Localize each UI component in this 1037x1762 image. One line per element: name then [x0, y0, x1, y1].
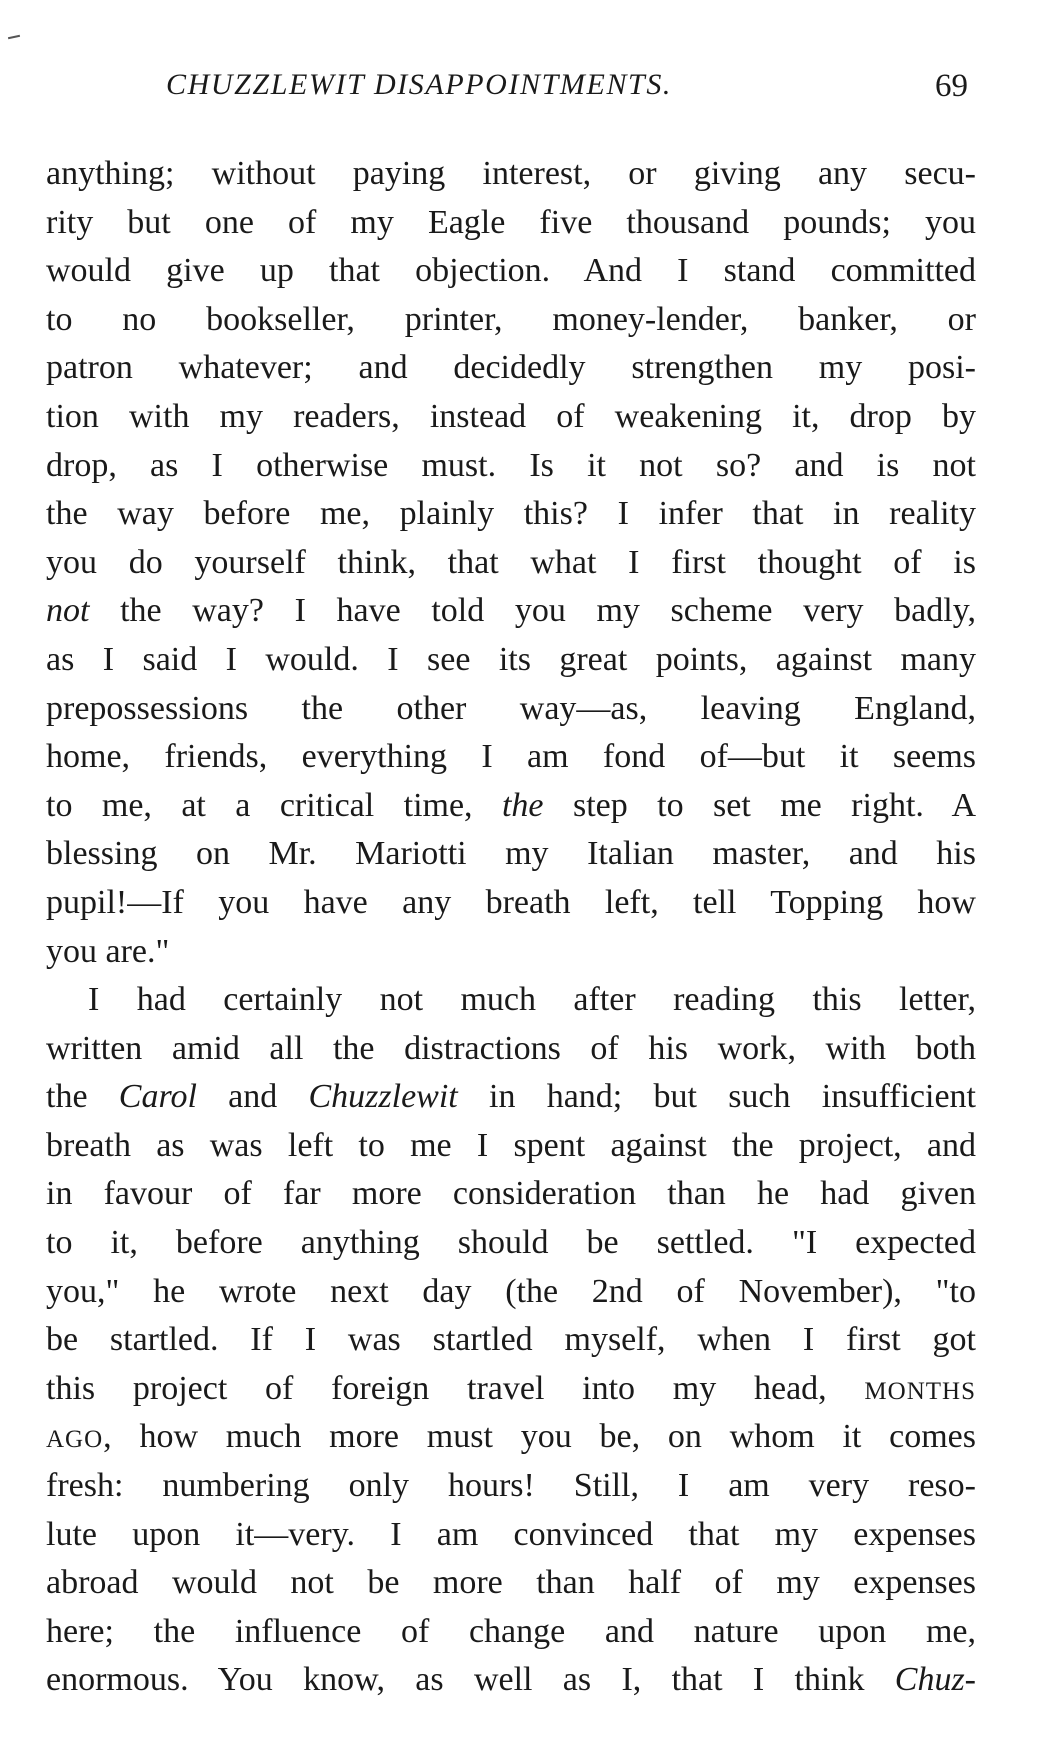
text-line: to no bookseller, printer, money-lender, banker, or: [46, 300, 976, 338]
text-line: written amid all the distractions of his work, with both: [46, 1029, 976, 1067]
running-head: [48, 62, 968, 112]
paragraph-first-line: I had certainly not much after reading this letter,: [88, 981, 976, 1019]
text-line: rity but one of my Eagle five thousand pounds; you: [46, 203, 976, 241]
text-fragment: the way? I have told you my scheme very badly,: [89, 592, 976, 630]
emphasis-text: Chuz-: [894, 1661, 976, 1699]
small-caps-text: AGO: [46, 1426, 104, 1454]
text-line: in favour of far more consideration than he had given: [46, 1175, 976, 1213]
text-line: [46, 1656, 976, 1705]
text-line: be startled. If I was startled myself, when I first got: [46, 1321, 976, 1359]
text-line: pupil!—If you have any breath left, tell Topping how: [46, 883, 976, 921]
text-line: blessing on Mr. Mariotti my Italian master, and his: [46, 835, 976, 873]
text-fragment: and: [196, 1078, 309, 1116]
text-line: [46, 1365, 976, 1414]
text-line: as I said I would. I see its great points, against many: [46, 640, 976, 678]
text-fragment: the: [46, 1078, 119, 1116]
body-text: [46, 150, 976, 1705]
text-line: lute upon it—very. I am convinced that my expenses: [46, 1515, 976, 1553]
text-fragment: , how much more must you be, on whom it comes: [103, 1418, 976, 1456]
text-line: abroad would not be more than half of my expenses: [46, 1564, 976, 1602]
text-line: fresh: numbering only hours! Still, I am very reso-: [46, 1467, 976, 1505]
text-line: would give up that objection. And I stand committed: [46, 252, 976, 290]
text-line: anything; without paying interest, or giving any secu-: [46, 155, 976, 192]
stray-ink-mark: [8, 35, 20, 39]
book-title-carol: Carol: [118, 1078, 197, 1116]
text-line: [46, 1073, 976, 1122]
running-title: CHUZZLEWIT DISAPPOINTMENTS.: [166, 68, 673, 101]
text-line: prepossessions the other way—as, leaving England,: [46, 689, 976, 727]
text-line: you do yourself think, that what I first thought of is: [46, 543, 976, 581]
text-fragment: enormous. You know, as well as I, that I think: [46, 1661, 895, 1699]
small-caps-text: MONTHS: [864, 1377, 976, 1405]
text-fragment: to me, at a critical time,: [46, 786, 502, 824]
text-line: you are.": [46, 932, 170, 970]
text-line: tion with my readers, instead of weakening it, drop by: [46, 397, 976, 435]
text-line: to it, before anything should be settled. "I expected: [46, 1224, 976, 1262]
text-line: [46, 1413, 976, 1462]
text-line: patron whatever; and decidedly strengthen my posi-: [46, 349, 976, 387]
text-line: breath as was left to me I spent against the project, and: [46, 1126, 976, 1164]
text-line: home, friends, everything I am fond of—but it seems: [46, 738, 976, 776]
book-title-chuzzlewit: Chuzzlewit: [308, 1078, 458, 1116]
text-fragment: in hand; but such insufficient: [457, 1078, 976, 1116]
text-line: the way before me, plainly this? I infer that in reality: [46, 495, 976, 533]
text-line: you," he wrote next day (the 2nd of November), "to: [46, 1272, 976, 1310]
emphasis-text: the: [501, 786, 544, 824]
text-line: [46, 782, 976, 831]
emphasis-text: not: [46, 592, 90, 630]
text-line: here; the influence of change and nature upon me,: [46, 1612, 976, 1650]
text-line: drop, as I otherwise must. Is it not so? and is not: [46, 446, 976, 484]
text-fragment: step to set me right. A: [543, 786, 976, 824]
text-line: [46, 587, 976, 636]
text-fragment: this project of foreign travel into my head,: [46, 1369, 865, 1407]
page-number: 69: [935, 68, 968, 104]
